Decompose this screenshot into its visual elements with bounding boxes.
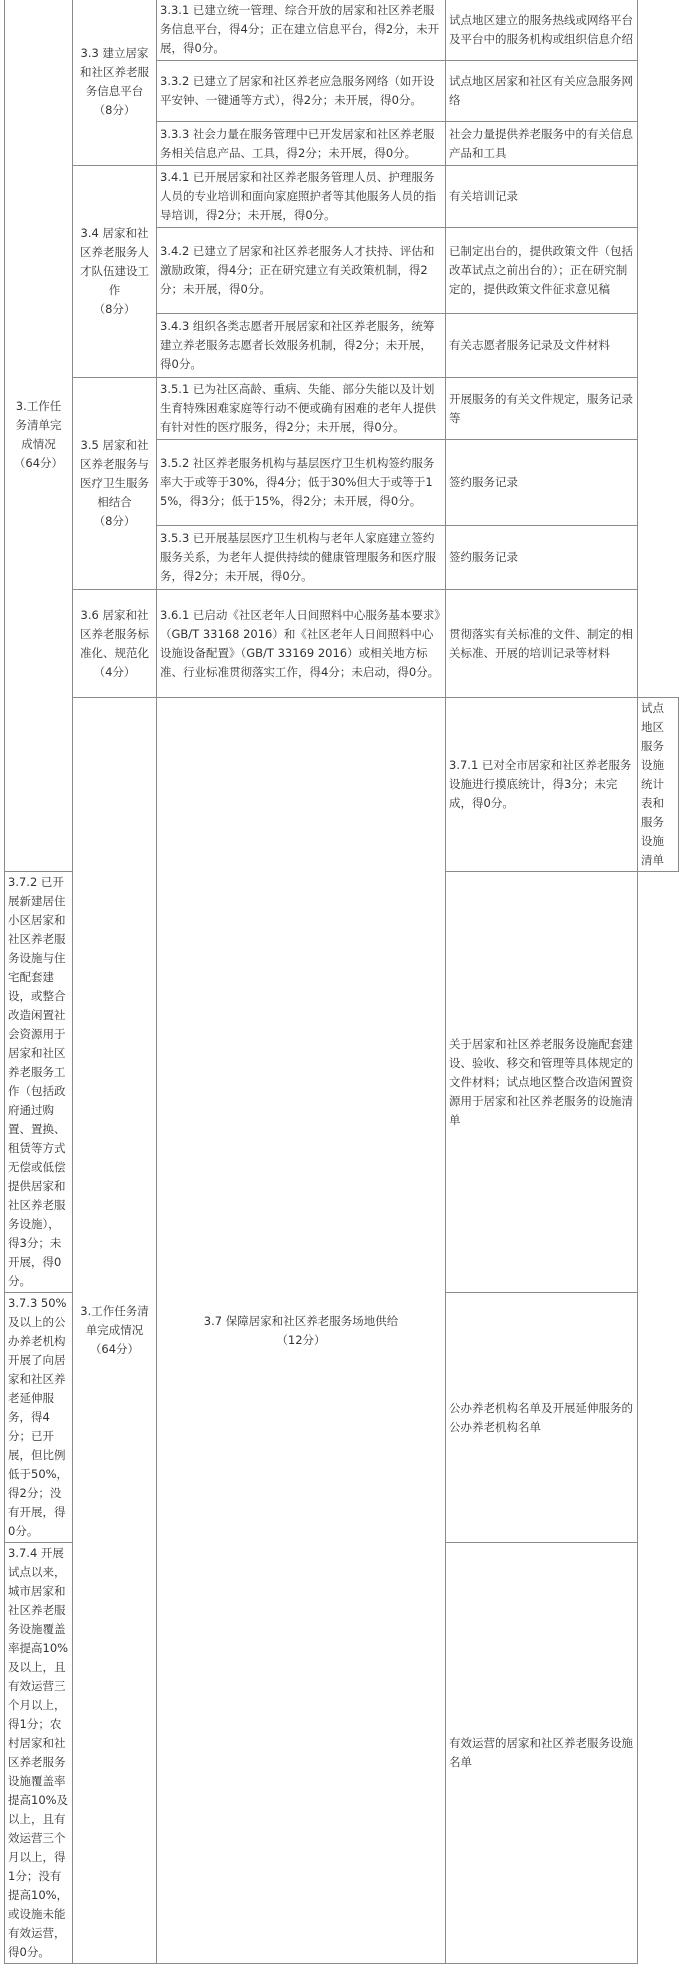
table-row [5, 378, 679, 440]
evidence-cell: 签约服务记录 [446, 440, 638, 526]
evidence-cell: 公办养老机构名单及开展延伸服务的公办养老机构名单 [446, 1293, 638, 1543]
criteria-cell: 3.6.1 已启动《社区老年人日间照料中心服务基本要求》（GB/T 33168 2016）和《社区老年人日间照料中心设施设备配置》（GB/T 33169 2016）或相关地方标准、行业标准贯彻落实工作，得4分；未启动，得0分。 [157, 590, 446, 698]
criteria-cell: 3.4.2 已建立了居家和社区养老服务人才扶持、评估和激励政策，得4分；正在研究建立有关政策机制，得2分；未开展，得0分。 [157, 228, 446, 314]
evidence-cell: 关于居家和社区养老服务设施配套建设、验收、移交和管理等具体规定的文件材料；试点地区整合改造闲置资源用于居家和社区养老服务的设施清单 [446, 872, 638, 1293]
category-cell: 3.工作任务清单完成情况 （64分） [5, 0, 73, 872]
criteria-cell: 3.7.4 开展试点以来，城市居家和社区养老服务设施覆盖率提高10%及以上，且有效运营三个月以上，得1分；农村居家和社区养老服务设施覆盖率提高10%及以上，且有效运营三个月以上，得1分；没有提高10%，或设施未能有效运营，得0分。 [5, 1543, 73, 1964]
group-cell-3-7: 3.7 保障居家和社区养老服务场地供给 （12分） [157, 698, 446, 1964]
evaluation-table [4, 0, 679, 1964]
table-row [5, 698, 679, 872]
criteria-cell: 3.7.2 已开展新建居住小区居家和社区养老服务设施与住宅配套建设，或整合改造闲置社会资源用于居家和社区养老服务工作（包括政府通过购置、置换、租赁等方式无偿或低偿提供居家和社区养老服务设施），得3分；未开展，得0分。 [5, 872, 73, 1293]
category-cell: 3.工作任务清单完成情况 （64分） [73, 698, 157, 1964]
group-cell-3-5: 3.5 居家和社区养老服务与医疗卫生服务相结合 （8分） [73, 378, 157, 590]
criteria-cell: 3.4.3 组织各类志愿者开展居家和社区养老服务，统筹建立养老服务志愿者长效服务机制，得2分；未开展，得0分。 [157, 314, 446, 378]
criteria-cell: 3.3.2 已建立了居家和社区养老应急服务网络（如开设平安钟、一键通等方式），得2分；未开展，得0分。 [157, 61, 446, 122]
evidence-cell: 有关培训记录 [446, 166, 638, 228]
group-cell-3-3: 3.3 建立居家和社区养老服务信息平台 （8分） [73, 0, 157, 166]
criteria-cell: 3.7.3 50%及以上的公办养老机构开展了向居家和社区养老延伸服务，得4分；已开展，但比例低于50%，得2分；没有开展，得0分。 [5, 1293, 73, 1543]
group-cell-3-4: 3.4 居家和社区养老服务人才队伍建设工作 （8分） [73, 166, 157, 378]
evidence-cell: 开展服务的有关文件规定，服务记录等 [446, 378, 638, 440]
evidence-cell: 有关志愿者服务记录及文件材料 [446, 314, 638, 378]
evidence-cell: 已制定出台的，提供政策文件（包括改革试点之前出台的）；正在研究制定的，提供政策文件征求意见稿 [446, 228, 638, 314]
criteria-cell: 3.5.1 已为社区高龄、重病、失能、部分失能以及计划生育特殊困难家庭等行动不便或确有困难的老年人提供有针对性的医疗服务，得2分；未开展，得0分。 [157, 378, 446, 440]
criteria-cell: 3.3.1 已建立统一管理、综合开放的居家和社区养老服务信息平台，得4分；正在建立信息平台，得2分，未开展，得0分。 [157, 0, 446, 61]
table-row [5, 0, 679, 61]
criteria-cell: 3.4.1 已开展居家和社区养老服务管理人员、护理服务人员的专业培训和面向家庭照护者等其他服务人员的指导培训，得2分；未开展，得0分。 [157, 166, 446, 228]
criteria-cell: 3.3.3 社会力量在服务管理中已开发居家和社区养老服务相关信息产品、工具，得2分；未开展，得0分。 [157, 122, 446, 166]
criteria-cell: 3.5.2 社区养老服务机构与基层医疗卫生机构签约服务率大于或等于30%，得4分；低于30%但大于或等于15%，得3分；低于15%，得2分；未开展，得0分。 [157, 440, 446, 526]
evidence-cell: 试点地区服务设施统计表和服务设施清单 [638, 698, 679, 872]
evidence-cell: 有效运营的居家和社区养老服务设施名单 [446, 1543, 638, 1964]
criteria-cell: 3.5.3 已开展基层医疗卫生机构与老年人家庭建立签约服务关系，为老年人提供持续的健康管理服务和医疗服务，得2分；未开展，得0分。 [157, 526, 446, 590]
evidence-cell: 贯彻落实有关标准的文件、制定的相关标准、开展的培训记录等材料 [446, 590, 638, 698]
evidence-cell: 试点地区建立的服务热线或网络平台及平台中的服务机构或组织信息介绍 [446, 0, 638, 61]
evidence-cell: 社会力量提供养老服务中的有关信息产品和工具 [446, 122, 638, 166]
group-cell-3-6: 3.6 居家和社区养老服务标准化、规范化 （4分） [73, 590, 157, 698]
evidence-cell: 试点地区居家和社区有关应急服务网络 [446, 61, 638, 122]
criteria-cell: 3.7.1 已对全市居家和社区养老服务设施进行摸底统计，得3分；未完成，得0分。 [446, 698, 638, 872]
evidence-cell: 签约服务记录 [446, 526, 638, 590]
table-row [5, 590, 679, 698]
table-row [5, 166, 679, 228]
